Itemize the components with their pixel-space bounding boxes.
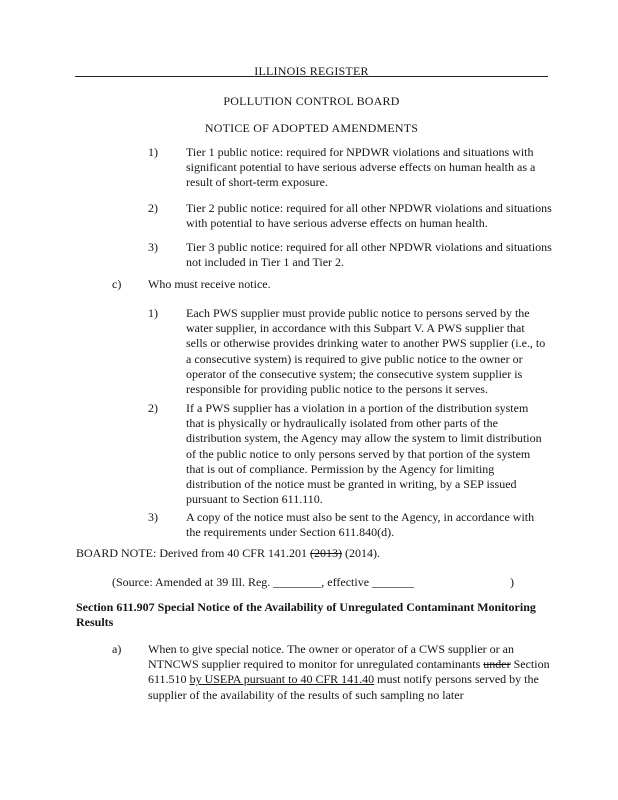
section-907-a-text [148,642,550,703]
section-907-a-part3: must notify persons served by the supplier of the availability of the results of such sampling no later [148,672,539,702]
notice-title: NOTICE OF ADOPTED AMENDMENTS [204,121,419,135]
source-close-paren: ) [510,575,514,589]
section-c-label: c) [112,277,122,291]
tier-2-text: Tier 2 public notice: required for all other NPDWR violations and situations with potential to have serious adverse effects on human health. [186,201,552,231]
receive-3-text: A copy of the notice must also be sent to the Agency, in accordance with the requirements under Section 611.840(d). [186,510,535,540]
section-907-a-label: a) [112,642,122,656]
section-907-a-struck: under [483,657,511,672]
board-note-suffix: (2014). [342,546,380,560]
section-907-a-underlined: by USEPA pursuant to 40 CFR 141.40 [189,672,375,687]
tier-1-text: Tier 1 public notice: required for NPDWR violations and situations with significant potential to have serious adverse effects on human health as a result of short-term exposure. [186,145,536,190]
section-907-title: Section 611.907 Special Notice of the Availability of Unregulated Contaminant Monitoring Results [76,600,536,630]
register-title: ILLINOIS REGISTER [254,64,369,78]
receive-2-text: If a PWS supplier has a violation in a portion of the distribution system that is physically or hydraulically isolated from other parts of the distribution system, the Agency may allow the system to limit distribution of the public notice to only persons served by that portion of the system that is out of compliance. Permission by the Agency for limiting distribution of the notice must be granted in writing, by a SEP issued pursuant to Section 611.110. [186,401,542,507]
receive-1-number: 1) [148,306,158,320]
tier-3-text: Tier 3 public notice: required for all other NPDWR violations and situations not included in Tier 1 and Tier 2. [186,240,552,270]
receive-3-number: 3) [148,510,158,524]
board-note-struck-year: (2013) [310,546,342,560]
receive-2-number: 2) [148,401,158,415]
section-907-a-part1: When to give special notice. The owner or operator of a CWS supplier or an NTNCWS supplier required to monitor for unregulated contaminants [148,642,514,672]
source-line: (Source: Amended at 39 Ill. Reg. ________, effective _______ [112,575,415,589]
board-title: POLLUTION CONTROL BOARD [223,94,400,108]
board-note [76,545,380,562]
section-c-heading: Who must receive notice. [148,277,271,291]
board-note-prefix: BOARD NOTE: Derived from 40 CFR 141.201 [76,546,310,560]
tier-3-number: 3) [148,240,158,254]
tier-1-number: 1) [148,145,158,159]
section-907-a-part2: Section 611.510 [148,657,550,687]
tier-2-number: 2) [148,201,158,215]
receive-1-text: Each PWS supplier must provide public notice to persons served by the water supplier, in accordance with this Subpart V. A PWS supplier that sells or otherwise provides drinking water to another PWS supplier (i.e., to a consecutive system) is required to give public notice to the owner or operator of the consecutive system; the consecutive system supplier is responsible for providing public notice to the persons it serves. [186,306,546,397]
